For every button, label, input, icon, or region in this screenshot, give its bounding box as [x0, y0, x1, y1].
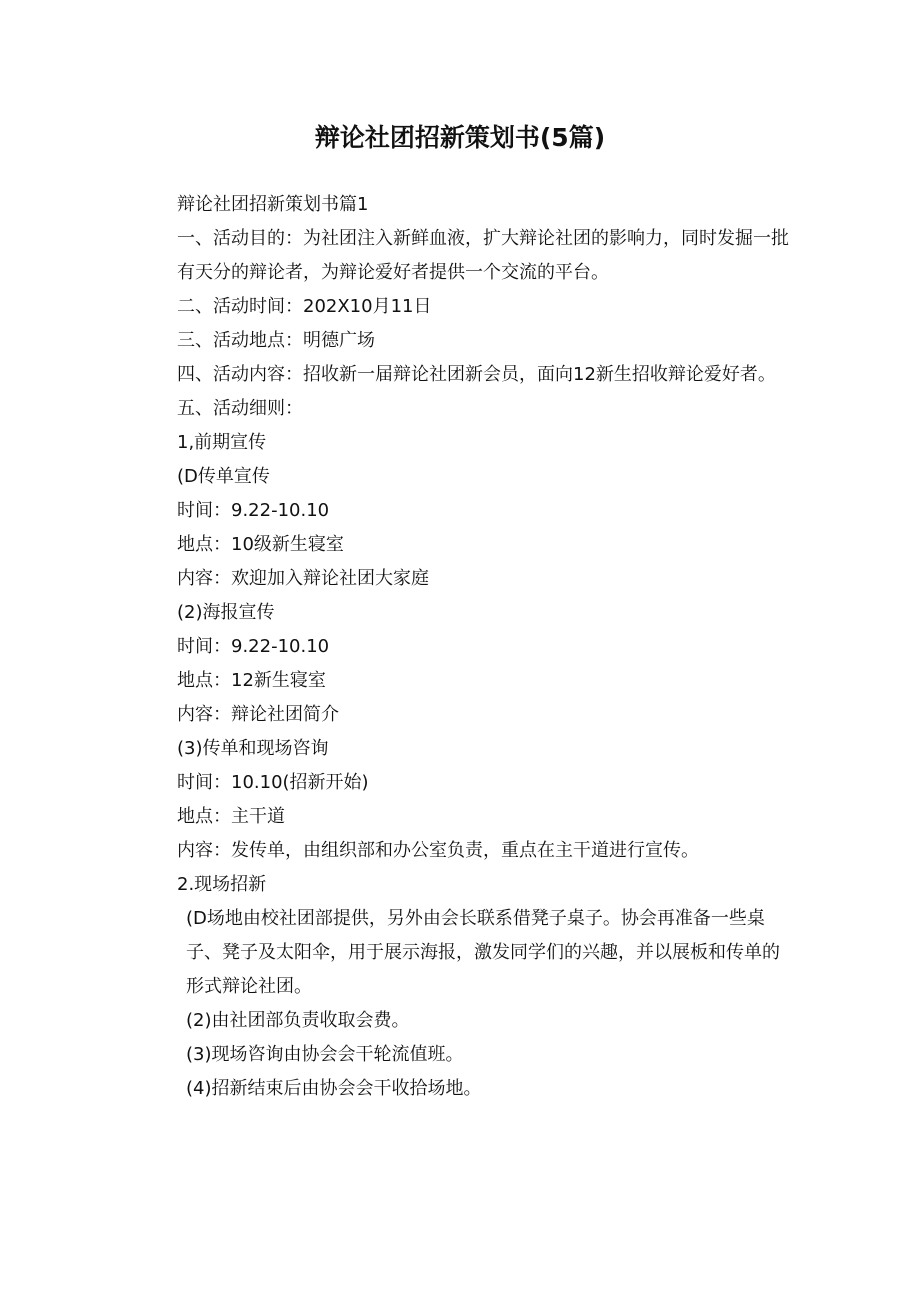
paragraph-purpose: 一、活动目的：为社团注入新鲜血液，扩大辩论社团的影响力，同时发掘一批有天分的辩论者，为辩论爱好者提供一个交流的平台。: [177, 228, 789, 283]
list-item: 1,前期宣传: [177, 432, 267, 453]
paragraph-rules: 五、活动细则：: [177, 398, 303, 419]
list-item: 地点：12新生寝室: [177, 670, 326, 691]
list-item: 内容：辩论社团简介: [177, 704, 339, 725]
section-heading: 辩论社团招新策划书篇1: [177, 194, 369, 215]
list-item: (2)由社团部负责收取会费。: [186, 1010, 410, 1031]
list-item: (D传单宣传: [177, 466, 270, 487]
list-item: 地点：10级新生寝室: [177, 534, 344, 555]
document-body: [140, 188, 790, 1106]
paragraph-time: 二、活动时间：202X10月11日: [177, 296, 432, 317]
list-item: 内容：发传单，由组织部和办公室负责，重点在主干道进行宣传。: [177, 840, 699, 861]
list-item: 时间：10.10(招新开始): [177, 772, 369, 793]
list-item: (2)海报宣传: [177, 602, 275, 623]
paragraph-content: 四、活动内容：招收新一届辩论社团新会员，面向12新生招收辩论爱好者。: [177, 364, 776, 385]
list-item: (3)传单和现场咨询: [177, 738, 329, 759]
list-item: 内容：欢迎加入辩论社团大家庭: [177, 568, 429, 589]
list-item: (3)现场咨询由协会会干轮流值班。: [186, 1044, 464, 1065]
paragraph-location: 三、活动地点：明德广场: [177, 330, 375, 351]
document-title: 辩论社团招新策划书(5篇): [314, 123, 606, 152]
paragraph-venue: (D场地由校社团部提供，另外由会长联系借凳子桌子。协会再准备一些桌子、凳子及太阳伞，用于展示海报，激发同学们的兴趣，并以展板和传单的形式辩论社团。: [186, 908, 780, 997]
list-item: 2.现场招新: [177, 874, 267, 895]
list-item: 地点：主干道: [177, 806, 285, 827]
list-item: (4)招新结束后由协会会干收拾场地。: [186, 1078, 482, 1099]
list-item: 时间：9.22-10.10: [177, 500, 330, 521]
list-item: 时间：9.22-10.10: [177, 636, 330, 657]
